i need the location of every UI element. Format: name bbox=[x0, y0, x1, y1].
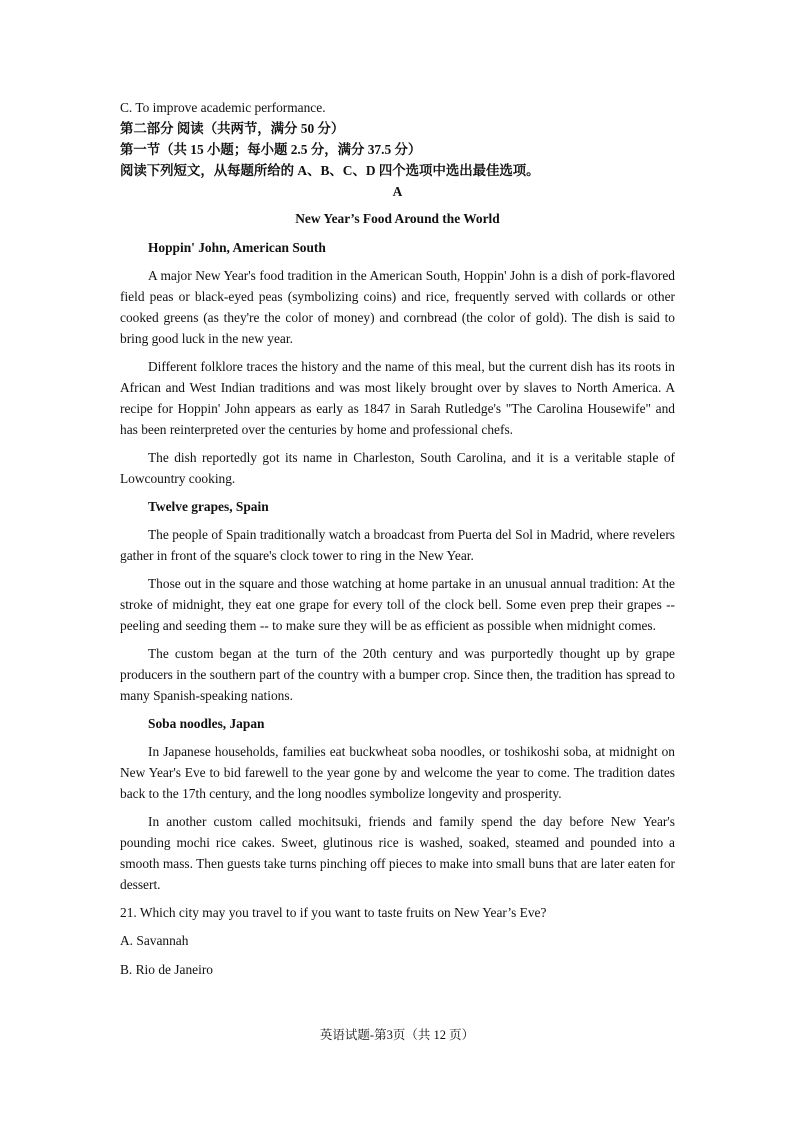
article-title: New Year’s Food Around the World bbox=[295, 211, 500, 226]
page-footer: 英语试题-第3页（共 12 页） bbox=[319, 1028, 475, 1042]
paragraph: Different folklore traces the history and the name of this meal, but the current dish has its roots in African and West Indian traditions and was most likely brought over by slaves to North America. A recipe for Hoppin' John appears as early as 1847 in Sarah Rutledge's "The Carolina Housewife" and has been reinterpreted over the centuries by home and professional chefs. bbox=[120, 359, 675, 437]
paragraph: Those out in the square and those watching at home partake in an unusual annual tradition: At the stroke of midnight, they eat one grape for every toll of the clock bell. Some even prep their grapes -- peeling and seeding them -- to make sure they will be as efficient as possible when midnight comes. bbox=[120, 576, 675, 633]
question-21: 21. Which city may you travel to if you want to taste fruits on New Year’s Eve? bbox=[120, 905, 547, 920]
section-heading-soba-noodles: Soba noodles, Japan bbox=[148, 716, 265, 731]
paragraph: The custom began at the turn of the 20th century and was purportedly thought up by grape producers in the southern part of the country with a bumper crop. Since then, the tradition has spread to many Spanish-speaking nations. bbox=[120, 646, 675, 703]
section-heading-twelve-grapes: Twelve grapes, Spain bbox=[148, 499, 269, 514]
part-title: 第二部分 阅读（共两节，满分 50 分） bbox=[120, 121, 345, 136]
paragraph: In another custom called mochitsuki, friends and family spend the day before New Year's pounding mochi rice cakes. Sweet, glutinous rice is washed, soaked, steamed and pounded into a smooth mass. Then guests take turns pinching off pieces to make into small buns that are later eaten for dessert. bbox=[120, 814, 675, 892]
option-b: B. Rio de Janeiro bbox=[120, 962, 213, 977]
option-a: A. Savannah bbox=[120, 933, 189, 948]
paragraph: A major New Year's food tradition in the American South, Hoppin' John is a dish of pork-flavored field peas or black-eyed peas (symbolizing coins) and rice, frequently served with collards or other cooked greens (as they're the color of money) and cornbread (the color of gold). The dish is said to bring good luck in the new year. bbox=[120, 268, 675, 346]
instructions: 阅读下列短文，从每题所给的 A、B、C、D 四个选项中选出最佳选项。 bbox=[120, 163, 540, 178]
passage-label: A bbox=[392, 184, 403, 199]
page-content bbox=[120, 97, 675, 988]
section-title: 第一节（共 15 小题；每小题 2.5 分，满分 37.5 分） bbox=[120, 142, 422, 157]
previous-option-c: C. To improve academic performance. bbox=[120, 100, 326, 115]
paragraph: The people of Spain traditionally watch a broadcast from Puerta del Sol in Madrid, where revelers gather in front of the square's clock tower to ring in the New Year. bbox=[120, 527, 675, 563]
section-heading-hoppin-john: Hoppin' John, American South bbox=[148, 240, 326, 255]
paragraph: The dish reportedly got its name in Charleston, South Carolina, and it is a veritable staple of Lowcountry cooking. bbox=[120, 450, 675, 486]
paragraph: In Japanese households, families eat buckwheat soba noodles, or toshikoshi soba, at midnight on New Year's Eve to bid farewell to the year gone by and welcome the year to come. The tradition dates back to the 17th century, and the long noodles symbolize longevity and prosperity. bbox=[120, 744, 675, 801]
